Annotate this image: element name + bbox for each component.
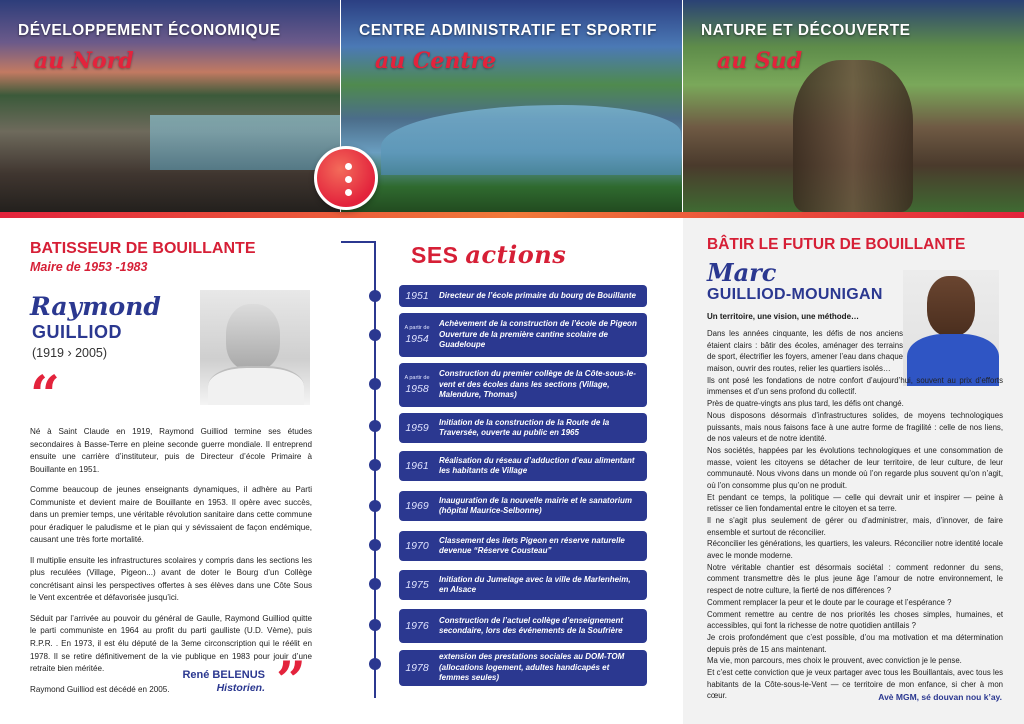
banner-title: NATURE ET DÉCOUVERTE: [701, 22, 911, 39]
manifesto-paragraph: Comment remettre au centre de nos priorités les choses simples, humaines, et accessibles, qui font la richesse de notre quotidien antillais ?: [707, 609, 1003, 631]
biography: [30, 426, 312, 704]
manifesto-paragraph: Nos sociétés, happées par les évolutions technologiques et une consommation de masse, voient les citoyens se détacher de leur territoire, de leur culture, de leur communauté. Nous vivons dans un monde où l’on regarde plus souvent qu’on n’agit, où l’on consomme plus qu’on ne produit.: [707, 445, 1003, 490]
timeline-text: Classement des ilets Pigeon en réserve naturelle devenue “Réserve Cousteau”: [439, 535, 625, 555]
year-value: 1954: [405, 332, 429, 345]
manifesto-paragraph: Et c’est cette conviction que je veux partager avec tous les Bouillantais, avec tous les habitants de la Côte-sous-le-Vent — ce territoire de mon enfance, si cher à mon cœur.: [707, 667, 1003, 701]
author-name: René BELENUS: [182, 669, 265, 681]
timeline-dot-icon: [369, 420, 381, 432]
timeline-text: Initiation du Jumelage avec la ville de Marlenheim, en Alsace: [439, 574, 631, 594]
map-dot-icon: [345, 189, 352, 196]
year-value: 1951: [405, 289, 429, 302]
timeline-item: [399, 650, 647, 686]
timeline-year: [399, 621, 435, 632]
campaign-slogan: Avè MGM, sé douvan nou k’ay.: [878, 692, 1002, 702]
manifesto-paragraph: Et pendant ce temps, la politique — celle qui devrait unir et inspirer — peine à retisser ce lien fondamental entre le citoyen et sa terre.: [707, 492, 1003, 514]
last-name: GUILLIOD: [32, 322, 122, 342]
timeline-year: [399, 326, 435, 344]
timeline-dot-icon: [369, 329, 381, 341]
manifesto-paragraph: Notre véritable chantier est désormais sociétal : comment redonner du sens, comment transmettre dès le plus jeune âge l’amour de notre environnement, le respect de notre culture, la fierté de nos différences ?: [707, 562, 1003, 596]
timeline-item: [399, 609, 647, 643]
timeline-item: [399, 531, 647, 561]
year-value: 1969: [405, 499, 429, 512]
author-role: Historien.: [216, 682, 265, 694]
timeline-title: [411, 240, 566, 269]
timeline-dot-icon: [369, 619, 381, 631]
manifesto-paragraph: Il ne s’agit plus seulement de gérer ou d’administrer, mais, d’innover, de faire ensemble et surtout de réconcilier.: [707, 516, 1003, 537]
timeline-item: [399, 363, 647, 407]
year-value: 1975: [405, 578, 429, 591]
banner-title: DÉVELOPPEMENT ÉCONOMIQUE: [18, 22, 281, 39]
timeline-dot-icon: [369, 459, 381, 471]
timeline-text: Achèvement de la construction de l’école de Pigeon Ouverture de la première cantine scolaire de Guadeloupe: [439, 319, 637, 350]
timeline-dot-icon: [369, 290, 381, 302]
manifesto-paragraph: Nous disposons désormais d’infrastructures solides, de moyens technologiques puissants, mais nous faisons face à une autre forme de fragilité : celle de nos liens, de nos valeurs et de notre identité.: [707, 410, 1003, 444]
timeline-year: [399, 376, 435, 394]
manifesto-paragraph: Je crois profondément que c’est possible, d’ou ma motivation et ma détermination depuis près de 15 ans maintenant.: [707, 632, 1003, 654]
left-subheading: Maire de 1953 -1983: [30, 260, 148, 274]
timeline-year: [399, 291, 435, 302]
timeline-text: Directeur de l’école primaire du bourg de Bouillante: [439, 290, 636, 300]
banner-sud: [683, 0, 1024, 212]
manifesto-lead: Un territoire, une vision, une méthode…: [707, 312, 860, 321]
manifesto-paragraph: Réconcilier les générations, les quartiers, les valeurs. Réconcilier notre identité locale avec le monde moderne.: [707, 539, 1003, 561]
banner-title: CENTRE ADMINISTRATIF ET SPORTIF: [359, 22, 657, 39]
year-value: 1978: [405, 661, 429, 674]
year-prefix: A partir de: [404, 325, 430, 331]
year-value: 1961: [405, 459, 429, 472]
close-quote-icon: ”: [276, 651, 306, 712]
bay-photo-water: [381, 105, 681, 175]
timeline-item: [399, 313, 647, 357]
banner-centre: [341, 0, 682, 212]
timeline-year: [399, 580, 435, 591]
bio-paragraph: Séduit par l’arrivée au pouvoir du général de Gaulle, Raymond Guilliod quitte le parti communiste en 1964 au profit du parti gaulliste (U.D. Vème), puis R.P.R. . En 1973, il est élu député de la 3eme circonscription qui le réélit en 1978. Il se retire définitivement de la vie publique en 1983 pour jouir d’une retraite bien méritée.: [30, 613, 312, 674]
timeline-dot-icon: [369, 539, 381, 551]
left-column: [0, 218, 341, 724]
timeline-dot-icon: [369, 658, 381, 670]
timeline-text: Construction du premier collège de la Côte-sous-le-vent et des écoles dans les sections (Village, Malendure, Thomas): [439, 369, 636, 400]
timeline-text: Initiation de la construction de la Route de la Traversée, ouverte au public en 1965: [439, 417, 610, 437]
beach-photo-sea: [150, 115, 340, 170]
candidate-first-name: Marc: [707, 258, 777, 287]
timeline-dot-icon: [369, 578, 381, 590]
year-value: 1976: [405, 619, 429, 632]
timeline-text: Inauguration de la nouvelle mairie et le sanatorium (hôpital Maurice-Selbonne): [439, 495, 632, 515]
bio-paragraph: Raymond Guilliod est décédé en 2005.: [30, 684, 170, 694]
timeline-column: [341, 218, 683, 724]
timeline-text: Réalisation du réseau d’adduction d’eau alimentant les habitants de Village: [439, 455, 635, 475]
year-value: 1958: [405, 382, 429, 395]
banner-script: au Sud: [717, 48, 803, 74]
timeline-title-plain: SES: [411, 242, 459, 268]
manifesto-paragraph: Ils ont posé les fondations de notre confort d’aujourd’hui, souvent au prix d’efforts immenses et d’un sens profond du collectif.: [707, 375, 1003, 397]
map-dot-icon: [345, 176, 352, 183]
island-map-icon: [314, 146, 378, 210]
timeline-item: [399, 451, 647, 481]
timeline-dot-icon: [369, 378, 381, 390]
timeline-title-script: actions: [465, 240, 567, 269]
portrait-raymond: [200, 290, 310, 405]
bio-paragraph: Né à Saint Claude en 1919, Raymond Guilliod termine ses études secondaires à Basse-Terre en pleine seconde guerre mondiale. Il entreprend ensuite une carrière d’instituteur, puis de Directeur d’école Primaire à Bouillante en 1951.: [30, 427, 312, 474]
life-years: (1919 › 2005): [32, 346, 108, 360]
timeline-year: [399, 541, 435, 552]
portrait-face: [927, 276, 975, 336]
year-value: 1970: [405, 539, 429, 552]
portrait-face: [226, 304, 280, 370]
tree-photo-trunk: [793, 60, 913, 212]
manifesto-paragraph: Ma vie, mon parcours, mes choix le prouvent, avec conviction je le pense.: [707, 656, 962, 666]
year-prefix: A partir de: [404, 375, 430, 381]
timeline-item: [399, 491, 647, 521]
timeline-item: [399, 285, 647, 307]
candidate-last-name: GUILLIOD-MOUNIGAN: [707, 286, 883, 303]
map-dot-icon: [345, 163, 352, 170]
bio-paragraph: Comme beaucoup de jeunes enseignants dynamiques, il adhère au Parti Communiste et devient maire de Bouillante en 1953. Il opère avec succès, dans un premier temps, une véritable révolution sanitaire dans cette commune pour éradiquer le paludisme et le pian qui y sévissaient de façon endémique, causant une très forte mortalité.: [30, 485, 312, 545]
timeline-year: [399, 663, 435, 674]
manifesto-paragraph: Près de quatre-vingts ans plus tard, les défis ont changé.: [707, 399, 904, 409]
left-heading: BATISSEUR DE BOUILLANTE: [30, 240, 256, 257]
right-column: [683, 218, 1024, 724]
timeline-year: [399, 423, 435, 434]
timeline-text: Construction de l’actuel collège d’enseignement secondaire, lors des événements de la Soufrière: [439, 615, 624, 635]
timeline-text: extension des prestations sociales au DOM-TOM (allocations logement, adultes handicapés et femmes seules): [439, 652, 625, 683]
timeline-year: [399, 501, 435, 512]
banner-script: au Centre: [375, 48, 497, 74]
timeline-year: [399, 461, 435, 472]
manifesto-paragraph: Dans les années cinquante, les défis de nos anciens étaient clairs : bâtir des écoles, aménager des terrains de sport, électrifier les foyers, amener l’eau dans chaque maison, ouvrir des routes, relier les quartiers isolés…: [707, 329, 903, 374]
bio-paragraph: Il multiplie ensuite les infrastructures scolaires y compris dans les sections les plus reculées (Village, Pigeon...) avant de doter le Bourg d’un Collège concrétisant ainsi les perspectives offertes à ses élèves dans une Côte Sous le Vent excentrée et défavorisée jusqu’ici.: [30, 555, 312, 603]
timeline-item: [399, 413, 647, 443]
open-quote-icon: “: [30, 365, 60, 426]
timeline-dot-icon: [369, 500, 381, 512]
timeline-item: [399, 570, 647, 600]
banner-nord: [0, 0, 340, 212]
portrait-shirt: [208, 366, 304, 405]
year-value: 1959: [405, 421, 429, 434]
right-heading: BÂTIR LE FUTUR DE BOUILLANTE: [707, 236, 966, 253]
manifesto-body: [707, 328, 1003, 702]
manifesto-paragraph: Comment remplacer la peur et le doute par le courage et l’espérance ?: [707, 597, 952, 607]
banner-script: au Nord: [34, 48, 134, 74]
first-name: Raymond: [30, 292, 161, 321]
